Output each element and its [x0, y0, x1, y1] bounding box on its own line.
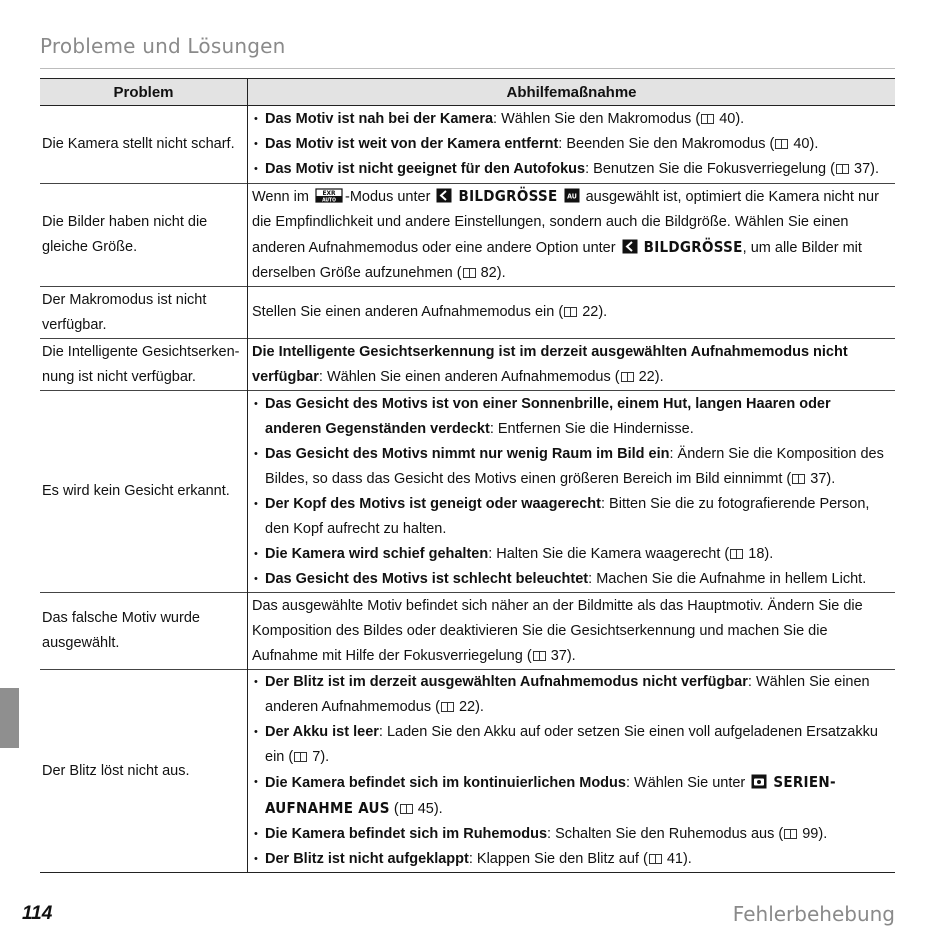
problem-cell: Der Makromodus ist nicht verfügbar.	[40, 287, 248, 339]
problem-cell: Es wird kein Gesicht erkannt.	[40, 391, 248, 593]
page-reference-icon	[621, 372, 634, 382]
svg-text:AUTO: AUTO	[322, 197, 336, 203]
page-reference-icon	[463, 268, 476, 278]
table-row	[40, 184, 895, 287]
page-reference-icon	[792, 474, 805, 484]
solution-cell	[248, 391, 896, 593]
solution-cell: Die Intelligente Gesichtserkennung ist im derzeit ausgewählten Aufnahmemodus nicht verfügbar: Wählen Sie einen anderen Aufnahmemodus ( 22).	[248, 339, 896, 391]
solution-cell: Wenn im EXR AUTO -Modus unter BILDGRÖSSE AU ausgewählt ist, optimiert die Kamera nicht nur die Empfindlichkeit und andere Einstellungen, sondern auch die Bildgröße. Wählen Sie einen anderen Aufnahmemodus oder eine andere Option unter BILDGRÖSSE, um alle Bilder mit derselben Größe aufzunehmen ( 82).	[248, 184, 896, 287]
page-reference-icon	[400, 804, 413, 814]
list-item: • Das Gesicht des Motivs ist von einer Sonnenbrille, einem Hut, langen Haaren oder anderen Gegenständen verdeckt: Entfernen Sie die Hindernisse.	[252, 392, 889, 442]
table-row	[40, 339, 895, 391]
solution-list	[252, 107, 889, 182]
solution-cell	[248, 670, 896, 873]
table-row	[40, 106, 895, 184]
page-reference-icon	[533, 651, 546, 661]
svg-text:AU: AU	[566, 192, 577, 201]
page-reference-icon	[294, 752, 307, 762]
column-header-problem: Problem	[40, 79, 248, 106]
page-reference-icon	[564, 307, 577, 317]
solution-list	[252, 392, 889, 592]
shooting-menu-icon	[436, 188, 452, 203]
chapter-tab-marker	[0, 688, 19, 748]
column-header-solution: Abhilfemaßnahme	[248, 79, 896, 106]
table-row	[40, 593, 895, 670]
problem-cell: Das falsche Motiv wurde ausgewählt.	[40, 593, 248, 670]
problem-cell: Die Intelligente Gesichtserkennung ist nicht verfügbar.	[40, 339, 248, 391]
list-item: • Der Akku ist leer: Laden Sie den Akku auf oder setzen Sie einen voll aufgeladenen Ersatzakku ein ( 7).	[252, 720, 889, 770]
shooting-menu-icon	[751, 774, 767, 789]
table-row	[40, 391, 895, 593]
page-reference-icon	[836, 164, 849, 174]
page-reference-icon	[701, 114, 714, 124]
list-item: • Das Gesicht des Motivs ist schlecht beleuchtet: Machen Sie die Aufnahme in hellem Licht.	[252, 567, 889, 592]
troubleshooting-table	[40, 78, 895, 873]
list-item: • Das Motiv ist weit von der Kamera entfernt: Beenden Sie den Makromodus ( 40).	[252, 132, 889, 157]
table-row	[40, 287, 895, 339]
list-item: • Das Motiv ist nicht geeignet für den Autofokus: Benutzen Sie die Fokusverriegelung ( 37).	[252, 157, 889, 182]
list-item: • Das Gesicht des Motivs nimmt nur wenig Raum im Bild ein: Ändern Sie die Komposition des Bildes, so dass das Gesicht des Motivs einen größeren Bereich im Bild einnimmt ( 37).	[252, 442, 889, 492]
problem-cell: Der Blitz löst nicht aus.	[40, 670, 248, 873]
solution-cell: Das ausgewählte Motiv befindet sich näher an der Bildmitte als das Hauptmotiv. Ändern Sie die Komposition des Bildes oder deaktivieren Sie die Gesichtserkennung und machen Sie die Aufnahme mit Hilfe der Fokusverriegelung ( 37).	[248, 593, 896, 670]
page-reference-icon	[730, 549, 743, 559]
auto-size-icon	[564, 188, 580, 203]
page-number: 114	[22, 903, 53, 924]
page-reference-icon	[441, 702, 454, 712]
list-item: • Die Kamera befindet sich im kontinuierlichen Modus: Wählen Sie unter SERIENAUFNAHME AUS ( 45).	[252, 770, 889, 822]
list-item: • Die Kamera befindet sich im Ruhemodus: Schalten Sie den Ruhemodus aus ( 99).	[252, 822, 889, 847]
exr-auto-mode-icon	[315, 188, 343, 203]
page-reference-icon	[784, 829, 797, 839]
page-reference-icon	[775, 139, 788, 149]
list-item: • Die Kamera wird schief gehalten: Halten Sie die Kamera waagerecht ( 18).	[252, 542, 889, 567]
list-item: • Der Kopf des Motivs ist geneigt oder waagerecht: Bitten Sie die zu fotografierende Person, den Kopf aufrecht zu halten.	[252, 492, 889, 542]
problem-cell: Die Kamera stellt nicht scharf.	[40, 106, 248, 184]
footer-section-name: Fehlerbehebung	[732, 902, 895, 926]
problem-cell: Die Bilder haben nicht die gleiche Größe.	[40, 184, 248, 287]
shooting-menu-icon	[622, 239, 638, 254]
solution-list	[252, 670, 889, 872]
table-header-row	[40, 79, 895, 106]
list-item: • Das Motiv ist nah bei der Kamera: Wählen Sie den Makromodus ( 40).	[252, 107, 889, 132]
page-reference-icon	[649, 854, 662, 864]
table-row	[40, 670, 895, 873]
solution-cell	[248, 106, 896, 184]
list-item: • Der Blitz ist nicht aufgeklappt: Klappen Sie den Blitz auf ( 41).	[252, 847, 889, 872]
svg-text:EXR: EXR	[322, 189, 336, 197]
solution-cell: Stellen Sie einen anderen Aufnahmemodus ein ( 22).	[248, 287, 896, 339]
page-section-title: Probleme und Lösungen	[40, 34, 286, 58]
list-item: • Der Blitz ist im derzeit ausgewählten Aufnahmemodus nicht verfügbar: Wählen Sie einen anderen Aufnahmemodus ( 22).	[252, 670, 889, 720]
header-divider	[40, 68, 895, 69]
